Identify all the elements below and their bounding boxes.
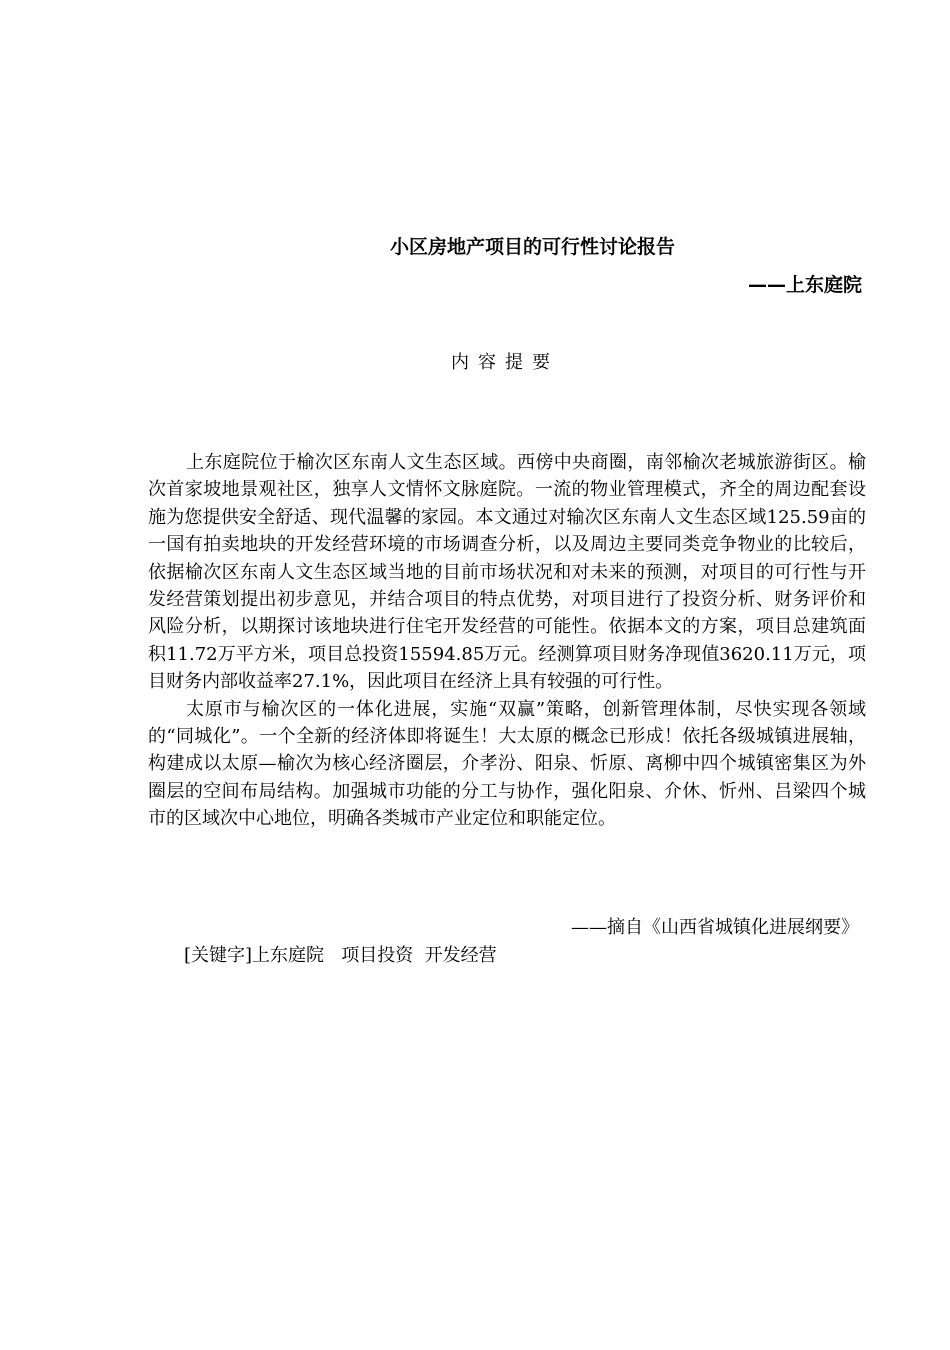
- summary-paragraph-1: 上东庭院位于榆次区东南人文生态区域。西傍中央商圈，南邻榆次老城旅游街区。榆次首家坡地景观社区，独享人文情怀文脉庭院。一流的物业管理模式，齐全的周边配套设施为您提供安全舒适、现代温馨的家园。本文通过对输次区东南人文生态区域125.59亩的一国有拍卖地块的开发经营环境的市场调查分析，以及周边主要同类竞争物业的比较后，依据榆次区东南人文生态区域当地的目前市场状况和对未来的预测，对项目的可行性与开发经营策划提出初步意见，并结合项目的特点优势，对项目进行了投资分析、财务评价和风险分析，以期探讨该地块进行住宅开发经营的可能性。依据本文的方案，项目总建筑面积11.72万平方米，项目总投资15594.85万元。经测算项目财务净现值3620.11万元，项目财务内部收益率27.1%，因此项目在经济上具有较强的可行性。: [148, 452, 866, 693]
- document-title: 小区房地产项目的可行性讨论报告: [389, 236, 675, 258]
- document-subtitle: ——上东庭院: [747, 274, 862, 296]
- summary-heading: 内容提要: [451, 352, 559, 373]
- keywords-line: [关键字]上东庭院 项目投资 开发经营: [184, 945, 497, 966]
- quote-source: ——摘自《山西省城镇化进展纲要》: [571, 917, 859, 938]
- summary-paragraph-2: 太原市与榆次区的一体化进展，实施“双赢”策略，创新管理体制，尽快实现各领域的“同城化”。一个全新的经济体即将诞生！大太原的概念已形成！依托各级城镇进展轴，构建成以太原—榆次为核心经济圈层，介孝汾、阳泉、忻原、离柳中四个城镇密集区为外圈层的空间布局结构。加强城市功能的分工与协作，强化阳泉、介休、忻州、吕梁四个城市的区域次中心地位，明确各类城市产业定位和职能定位。: [148, 698, 866, 830]
- summary-body: [148, 449, 866, 833]
